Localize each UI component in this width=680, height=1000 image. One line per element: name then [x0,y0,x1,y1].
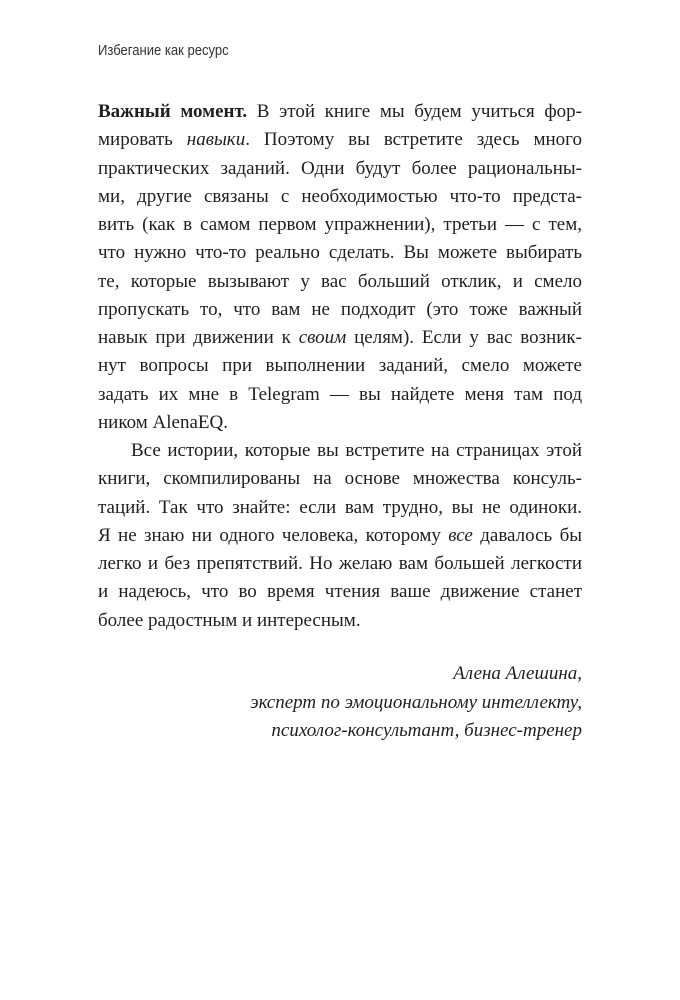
text-line: ником AlenaEQ. [98,411,228,433]
text-line: пропускать то, что вам не подходит (это тоже важный [98,298,582,320]
author-signature [98,660,582,746]
text-line: Я не знаю ни одного человека, которому все давалось бы [98,524,583,546]
text-line: более радостным и интересным. [98,609,361,631]
text-line: практических заданий. Одни будут более рациональны- [98,157,582,179]
text-line: вить (как в самом первом упражнении), третьи — с тем, [98,214,582,235]
text-line: ми, другие связаны с необходимостью что-то предста- [98,185,582,207]
text-line: те, которые вызывают у вас больший отклик, и смело [98,270,582,292]
text-line: задать их мне в Telegram — вы найдете меня там под [98,383,582,405]
text-line: нут вопросы при выполнении заданий, смело можете [98,355,582,377]
text-line: легко и без препятствий. Но желаю вам большей легкости [98,553,582,574]
signature-line: эксперт по эмоциональному интеллекту, [250,691,582,713]
signature-line: психолог-консультант, бизнес-тренер [271,720,582,741]
text-line: что нужно что-то реально сделать. Вы можете выбирать [98,242,582,264]
running-head: Избегание как ресурс [98,43,229,59]
text-line: Важный момент. В этой книге мы будем учиться фор- [98,101,582,122]
text-line: и надеюсь, что во время чтения ваше движение станет [98,581,582,603]
text-line: Все истории, которые вы встретите на страницах этой [131,440,582,461]
text-line: таций. Так что знайте: если вам трудно, вы не одиноки. [98,496,582,518]
signature-line: Алена Алешина, [453,663,582,684]
text-line: мировать навыки. Поэтому вы встретите здесь много [98,129,583,151]
text-line: книги, скомпилированы на основе множества консуль- [98,468,582,490]
body-text [98,98,582,635]
text-line: навык при движении к своим целям). Если у вас возник- [98,327,582,348]
